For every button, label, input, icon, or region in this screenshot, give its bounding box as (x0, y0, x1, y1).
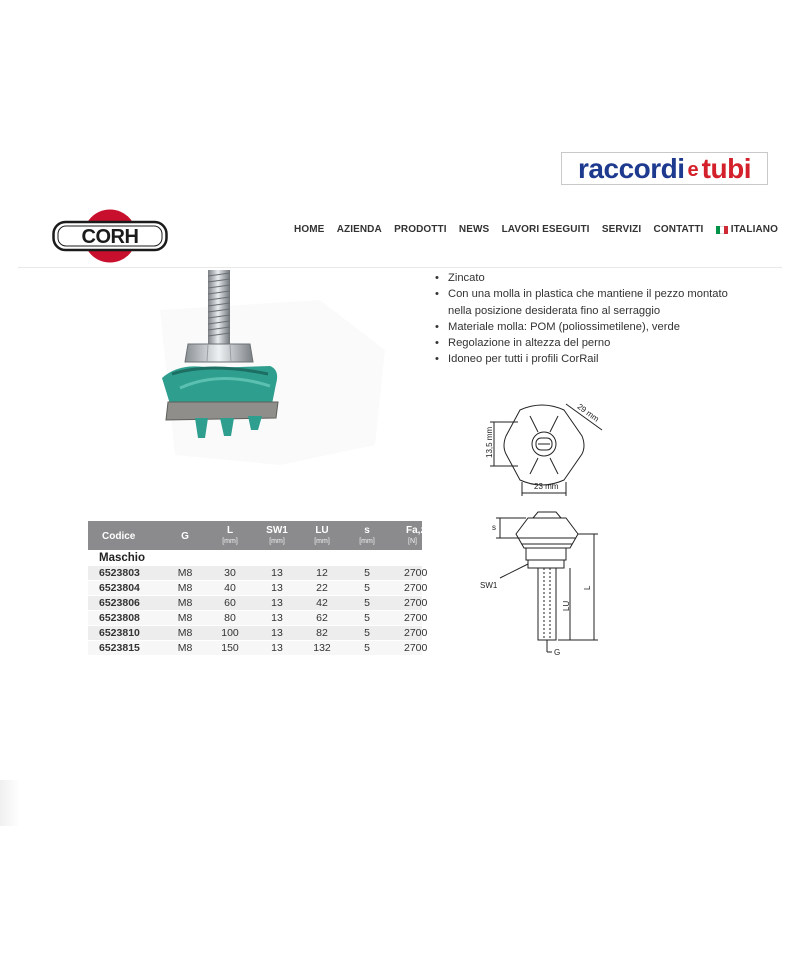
feature-item: • Idoneo per tutti i profili CorRail (434, 351, 754, 367)
nav-home[interactable]: HOME (294, 224, 325, 235)
dim-l-label: L (583, 585, 592, 590)
technical-drawing-side-view (478, 508, 628, 668)
dim-width-label: 23 mm (534, 482, 559, 491)
corh-logo[interactable] (52, 209, 168, 263)
nav-news[interactable]: NEWS (458, 224, 490, 235)
main-nav (294, 224, 778, 235)
nav-contatti[interactable]: CONTATTI (653, 224, 704, 235)
logo-text: CORH (81, 226, 139, 248)
nav-lavori-eseguiti[interactable]: LAVORI ESEGUITI (501, 224, 590, 235)
table-row: 6523808 M8 80 13 62 5 2700 (88, 610, 422, 625)
table-row: 6523815 M8 150 13 132 5 2700 (88, 640, 422, 655)
feature-list (434, 270, 754, 368)
edge-shadow (0, 780, 20, 826)
table-body (88, 565, 428, 655)
dim-lu-label: LU (562, 600, 571, 611)
feature-item: • Con una molla in plastica che mantiene il pezzo montato nella posizione desiderata fino al serraggio (434, 286, 754, 319)
banner-word-raccordi: raccordi (578, 152, 685, 184)
banner-word-tubi: tubi (701, 152, 751, 184)
table-header (88, 521, 426, 550)
table-row: 6523803 M8 30 13 12 5 2700 (88, 565, 422, 580)
col-header: Codice (102, 531, 136, 542)
spec-table (88, 521, 428, 655)
table-group-label: Maschio (99, 552, 146, 564)
language-label: ITALIANO (730, 224, 778, 235)
technical-drawing-top-view (478, 396, 628, 504)
banner-word-e: e (687, 159, 699, 181)
header-divider (18, 267, 782, 268)
table-row: 6523806 M8 60 13 42 5 2700 (88, 595, 422, 610)
raccordi-e-tubi-banner[interactable] (561, 152, 768, 185)
table-row: 6523804 M8 40 13 22 5 2700 (88, 580, 422, 595)
col-header: s [mm] (359, 525, 375, 545)
col-header: LU [mm] (314, 525, 330, 545)
dim-height-label: 13,5 mm (485, 426, 494, 458)
dim-sw1-label: SW1 (480, 581, 498, 590)
col-header: G (181, 531, 189, 542)
nav-servizi[interactable]: SERVIZI (601, 224, 642, 235)
feature-item: • Materiale molla: POM (poliossimetilene), verde (434, 319, 754, 335)
table-row: 6523810 M8 100 13 82 5 2700 (88, 625, 422, 640)
feature-item: • Zincato (434, 270, 754, 286)
col-header: Fa,z [N] (406, 525, 426, 545)
dim-s-label: s (492, 523, 496, 532)
nav-azienda[interactable]: AZIENDA (336, 224, 382, 235)
italy-flag-icon (716, 226, 728, 234)
col-header: SW1 [mm] (266, 525, 288, 545)
dim-g-label: G (554, 648, 561, 657)
dim-diagonal-label: 29 mm (575, 402, 601, 424)
col-header: L [mm] (222, 525, 238, 545)
product-photo (150, 270, 390, 470)
nav-prodotti[interactable]: PRODOTTI (394, 224, 447, 235)
feature-item: • Regolazione in altezza del perno (434, 335, 754, 351)
language-selector[interactable] (716, 224, 778, 235)
